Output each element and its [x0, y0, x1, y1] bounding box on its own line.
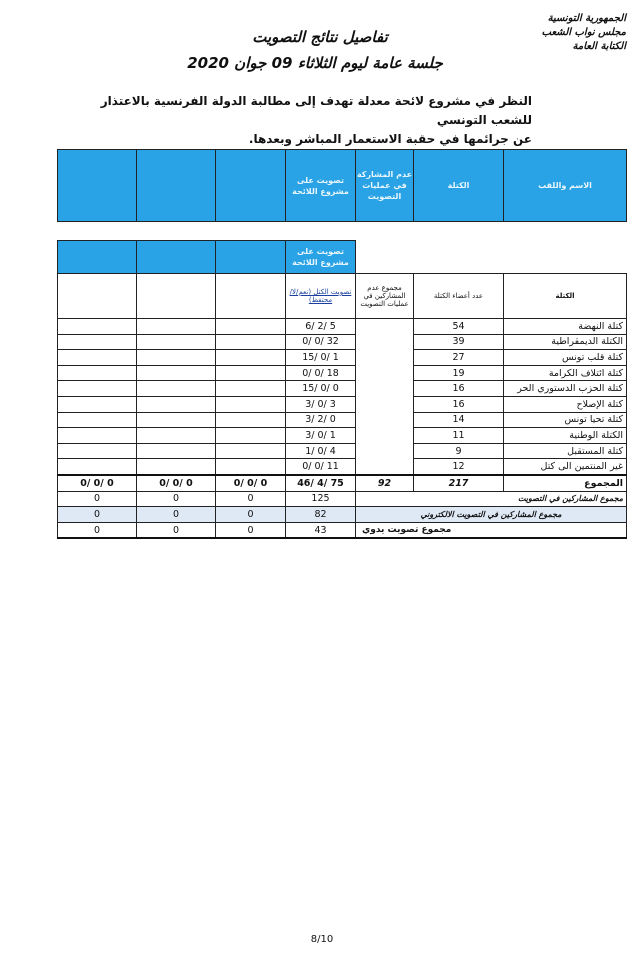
- empty-cell: [216, 443, 286, 459]
- bloc-header: الكتلة: [414, 150, 504, 222]
- manual-vote: 43: [286, 522, 356, 538]
- bloc-vote-cell: 0/ 0/ 32: [286, 334, 356, 350]
- empty-cell: [58, 334, 137, 350]
- empty-cell: [216, 412, 286, 428]
- empty-cell: [216, 428, 286, 444]
- header-gap: [356, 241, 627, 274]
- members-cell: 54: [414, 319, 504, 335]
- empty-cell: [137, 350, 216, 366]
- electronic-col2: 0: [137, 507, 216, 523]
- empty-cell: [137, 381, 216, 397]
- members-cell: 12: [414, 459, 504, 475]
- bloc-vote-column-header: تصويت الكتل (نعم/لا/محتفظ): [286, 274, 356, 319]
- table-row: [58, 350, 627, 366]
- members-cell: 39: [414, 334, 504, 350]
- bloc-name-cell: كتلة الإصلاح: [504, 396, 627, 412]
- letterhead-line-republic: الجمهورية التونسية: [547, 13, 626, 24]
- empty-cell: [216, 381, 286, 397]
- members-cell: 27: [414, 350, 504, 366]
- empty-cell: [58, 365, 137, 381]
- members-cell: 9: [414, 443, 504, 459]
- bloc-vote-cell: 15/ 0/ 0: [286, 381, 356, 397]
- empty-cell: [137, 443, 216, 459]
- bloc-name-cell: كتلة تحيا تونس: [504, 412, 627, 428]
- empty-cell: [216, 334, 286, 350]
- bloc-votes-table: [57, 240, 627, 539]
- empty-cell: [216, 350, 286, 366]
- empty-cell: [58, 428, 137, 444]
- page-title: تفاصيل نتائج التصويت: [252, 28, 388, 46]
- bloc-name-cell: كتلة النهضة: [504, 319, 627, 335]
- empty-cell: [137, 334, 216, 350]
- electronic-col1: 0: [58, 507, 137, 523]
- empty-cell: [58, 396, 137, 412]
- sub-empty-2: [137, 274, 216, 319]
- members-column-header: عدد أعضاء الكتلة: [414, 274, 504, 319]
- table-row: [58, 319, 627, 335]
- bloc-vote-cell: 3/ 2/ 0: [286, 412, 356, 428]
- total-members: 217: [414, 475, 504, 491]
- vote-subject-line-1: النظر في مشروع لائحة معدلة تهدف إلى مطالبة الدولة الفرنسية بالاعتذار للشعب التونسي: [100, 94, 532, 127]
- bloc-vote-cell: 6/ 2/ 5: [286, 319, 356, 335]
- electronic-row: [58, 507, 627, 523]
- vote-on-resolution-header-2: تصويت على مشروع اللائحة: [286, 241, 356, 274]
- participants-label: مجموع المشاركين في التصويت: [356, 491, 627, 507]
- participants-col3: 0: [216, 491, 286, 507]
- nonpart-merged-cell: [356, 319, 414, 475]
- sub-empty-1: [58, 274, 137, 319]
- letterhead: [506, 12, 626, 54]
- empty-cell: [216, 459, 286, 475]
- members-cell: 16: [414, 396, 504, 412]
- table-row: [58, 365, 627, 381]
- individual-votes-header-table: [57, 149, 627, 222]
- letterhead-line-assembly: مجلس نواب الشعب: [541, 27, 626, 38]
- empty-cell: [216, 319, 286, 335]
- empty-cell: [137, 396, 216, 412]
- bloc-name-cell: كتلة المستقبل: [504, 443, 627, 459]
- empty-vote-column-1: [58, 150, 137, 222]
- manual-col3: 0: [216, 522, 286, 538]
- table-row: [58, 412, 627, 428]
- empty-header-cell-2: [137, 241, 216, 274]
- table-row: [58, 459, 627, 475]
- members-cell: 16: [414, 381, 504, 397]
- bloc-vote-cell: 0/ 0/ 18: [286, 365, 356, 381]
- page-number: 8/10: [310, 934, 334, 945]
- bloc-name-cell: كتلة قلب تونس: [504, 350, 627, 366]
- empty-cell: [58, 350, 137, 366]
- table-row: [58, 334, 627, 350]
- total-col3: 0/ 0/ 0: [216, 475, 286, 491]
- participants-col1: 0: [58, 491, 137, 507]
- bloc-name-cell: كتلة الحزب الدستوري الحر: [504, 381, 627, 397]
- bloc-name-cell: الكتلة الديمقراطية: [504, 334, 627, 350]
- bloc-name-cell: الكتلة الوطنية: [504, 428, 627, 444]
- empty-cell: [58, 319, 137, 335]
- members-cell: 19: [414, 365, 504, 381]
- vote-subject: [62, 92, 532, 149]
- table-row: [58, 443, 627, 459]
- session-title: جلسة عامة ليوم الثلاثاء 09 جوان 2020: [187, 54, 443, 72]
- bloc-name-cell: غير المنتمين الى كتل: [504, 459, 627, 475]
- empty-vote-column-2: [137, 150, 216, 222]
- empty-cell: [137, 428, 216, 444]
- vote-on-resolution-header: تصويت على مشروع اللائحة: [286, 150, 356, 222]
- manual-label: مجموع تصويت يدوي: [356, 522, 627, 538]
- manual-row: [58, 522, 627, 538]
- empty-cell: [137, 412, 216, 428]
- bloc-vote-cell: 15/ 0/ 1: [286, 350, 356, 366]
- bloc-rows: [58, 319, 627, 475]
- bloc-name-cell: كتلة ائتلاف الكرامة: [504, 365, 627, 381]
- participants-vote: 125: [286, 491, 356, 507]
- electronic-vote: 82: [286, 507, 356, 523]
- empty-cell: [58, 459, 137, 475]
- empty-cell: [58, 381, 137, 397]
- members-cell: 14: [414, 412, 504, 428]
- electronic-label: مجموع المشاركين في التصويت الالكتروني: [356, 507, 627, 523]
- total-nonpart: 92: [356, 475, 414, 491]
- bloc-vote-cell: 1/ 0/ 4: [286, 443, 356, 459]
- name-header: الاسم واللقب: [504, 150, 627, 222]
- total-label: المجموع: [504, 475, 627, 491]
- empty-cell: [58, 443, 137, 459]
- table-row: [58, 428, 627, 444]
- participants-col2: 0: [137, 491, 216, 507]
- empty-header-cell-1: [58, 241, 137, 274]
- bloc-vote-cell: 0/ 0/ 11: [286, 459, 356, 475]
- total-col1: 0/ 0/ 0: [58, 475, 137, 491]
- total-vote: 46/ 4/ 75: [286, 475, 356, 491]
- manual-col2: 0: [137, 522, 216, 538]
- total-col2: 0/ 0/ 0: [137, 475, 216, 491]
- participants-row: [58, 491, 627, 507]
- vote-subject-line-2: عن جرائمها في حقبة الاستعمار المباشر وبعدها.: [248, 132, 532, 146]
- empty-cell: [216, 365, 286, 381]
- table-row: [58, 381, 627, 397]
- empty-vote-column-3: [216, 150, 286, 222]
- empty-cell: [216, 396, 286, 412]
- bloc-vote-cell: 3/ 0/ 1: [286, 428, 356, 444]
- non-participation-header: عدم المشاركة في عمليات التصويت: [356, 150, 414, 222]
- empty-cell: [137, 365, 216, 381]
- nonpart-column-header: مجموع عدم المشاركين في عمليات التصويت: [356, 274, 414, 319]
- empty-cell: [58, 412, 137, 428]
- letterhead-line-secretariat: الكتابة العامة: [572, 41, 626, 52]
- table-row: [58, 396, 627, 412]
- bloc-vote-cell: 3/ 0/ 3: [286, 396, 356, 412]
- electronic-col3: 0: [216, 507, 286, 523]
- members-cell: 11: [414, 428, 504, 444]
- empty-header-cell-3: [216, 241, 286, 274]
- empty-cell: [137, 319, 216, 335]
- sub-empty-3: [216, 274, 286, 319]
- bloc-column-header: الكتلة: [504, 274, 627, 319]
- total-row: [58, 475, 627, 491]
- empty-cell: [137, 459, 216, 475]
- manual-col1: 0: [58, 522, 137, 538]
